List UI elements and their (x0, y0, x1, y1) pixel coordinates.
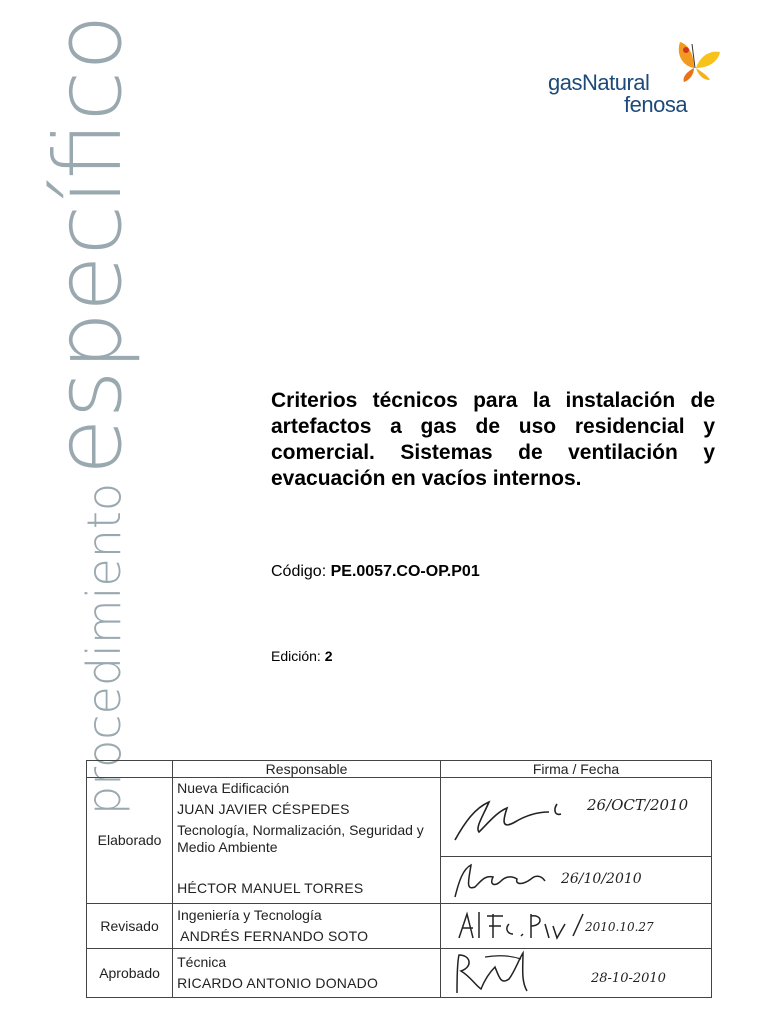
document-edition (271, 648, 333, 664)
resp-tecnica (173, 948, 441, 997)
logo-text-fenosa: fenosa (624, 92, 688, 117)
butterfly-logo-icon (672, 38, 722, 82)
document-code (271, 563, 480, 581)
side-banner (35, 14, 145, 815)
person-name: RICARDO ANTONIO DONADO (177, 974, 379, 991)
role-elaborado: Elaborado (87, 778, 173, 904)
edition-label: Edición: (271, 648, 325, 664)
resp-area-nueva-edificacion (173, 778, 441, 821)
signature-date-1: 26/OCT/2010 (586, 796, 689, 814)
code-value: PE.0057.CO-OP.P01 (330, 563, 480, 580)
area-label: Nueva Edificación (177, 780, 290, 796)
document-title: Criterios técnicos para la instalación de artefactos a gas de uso residencial y comercial. Sistemas de ventilación y evacuación en vacíos internos. (271, 389, 715, 490)
header-firma-fecha: Firma / Fecha (440, 761, 711, 778)
signature-soto (440, 903, 711, 948)
area-label: Ingeniería y Tecnología (177, 906, 322, 923)
table-row (87, 948, 712, 997)
signature-date-4: 28-10-2010 (590, 970, 666, 986)
approvals-table (86, 760, 712, 998)
area-label: Tecnología, Normalización, Seguridad y Medio Ambiente (177, 822, 424, 855)
signature-scribble-1 (445, 782, 707, 852)
resp-ingenieria (173, 903, 441, 948)
signature-scribble-3 (445, 904, 707, 948)
signature-torres (440, 856, 711, 903)
person-name: ANDRÉS FERNANDO SOTO (180, 927, 369, 944)
banner-word-especifico: específico (35, 14, 142, 475)
signature-donado (440, 948, 711, 997)
table-header-row (87, 761, 712, 778)
signature-date-2: 26/10/2010 (560, 870, 642, 887)
table-row (87, 903, 712, 948)
header-empty (87, 761, 173, 778)
person-name: JUAN JAVIER CÉSPEDES (177, 801, 350, 817)
header-responsable: Responsable (173, 761, 441, 778)
company-logo (548, 38, 728, 118)
logo-text-gasnatural: gasNatural (548, 70, 650, 95)
resp-area-tecnologia (173, 820, 441, 856)
signature-scribble-4 (445, 949, 707, 997)
area-label: Técnica (177, 953, 227, 970)
resp-name-torres (173, 856, 441, 903)
signature-date-3: 2010.10.27 (584, 919, 654, 934)
code-label: Código: (271, 563, 331, 580)
edition-value: 2 (324, 648, 333, 664)
role-revisado: Revisado (87, 903, 173, 948)
role-aprobado: Aprobado (87, 948, 173, 997)
signature-cespedes (440, 778, 711, 857)
banner-word-procedimiento: procedimiento (77, 482, 131, 815)
table-row (87, 778, 712, 821)
person-name: HÉCTOR MANUEL TORRES (177, 879, 364, 896)
footer-scan-text (50, 1016, 750, 1024)
